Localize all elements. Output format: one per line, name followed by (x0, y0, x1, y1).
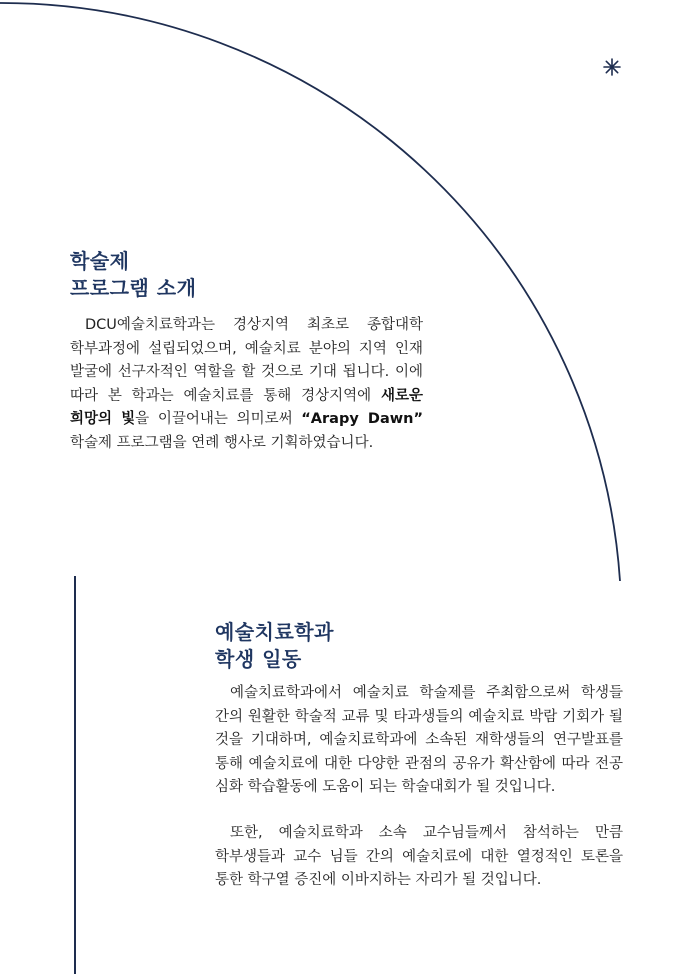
section1-title (70, 248, 196, 302)
section2-paragraph-2: 또한, 예술치료학과 소속 교수님들께서 참석하는 만큼 학부생들과 교수 님들 간의 예술치료에 대한 열정적인 토론을 통한 학구열 증진에 이바지하는 자리가 될 것입니다. (215, 825, 623, 889)
section1-title-line1: 학술제 (70, 249, 130, 273)
section1-body-text: 학술제 프로그램을 연례 행사로 기획하였습니다. (70, 434, 374, 451)
section2-paragraph-1: 예술치료학과에서 예술치료 학술제를 주최함으로써 학생들 간의 원활한 학술적 교류 및 타과생들의 예술치료 박람 기회가 될 것을 기대하며, 예술치료학과에 소속된 재학생들의 연구발표를 통해 예술치료에 대한 다양한 관점의 공유가 확산함에 따라 전공 심화 학습활동에 도움이 되는 학술대회가 될 것입니다. (215, 685, 623, 796)
section1-body-text: 을 이끌어내는 의미로써 (135, 411, 302, 428)
vertical-divider-line (74, 576, 76, 974)
section1-body-text: DCU예술치료학과는 경상지역 최초로 종합대학 학부과정에 설립되었으며, 예술치료 분야의 지역 인재 발굴에 선구자적인 역할을 할 것으로 기대 됩니다. 이에 따라 본 학과는 예술치료를 통해 경상지역에 (70, 317, 423, 404)
asterisk-icon (604, 59, 620, 75)
section1-emphasis-hope: 새로운 희망의 빛 (70, 387, 423, 428)
section2-title (215, 619, 334, 673)
section1-body (70, 314, 423, 456)
section2-title-line1: 예술치료학과 (215, 620, 334, 644)
section1-emphasis-program-name: “Arapy Dawn” (301, 411, 423, 428)
section2-title-line2: 학생 일동 (215, 647, 302, 671)
section1-title-line2: 프로그램 소개 (70, 276, 197, 300)
